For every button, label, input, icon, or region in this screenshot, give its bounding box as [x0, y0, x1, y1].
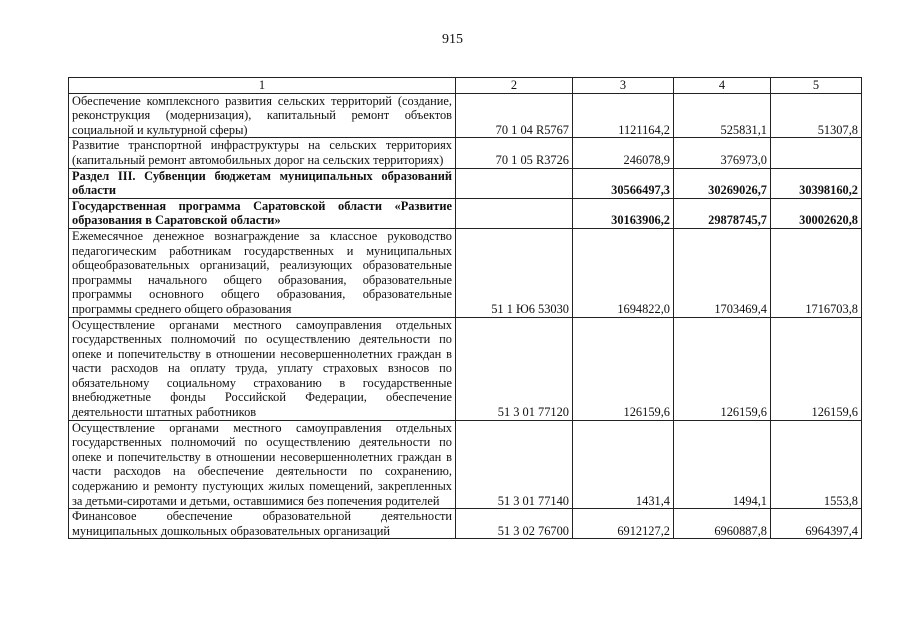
row-code: 51 3 01 77140	[456, 420, 573, 509]
row-value-3: 30566497,3	[573, 168, 674, 198]
row-name: Осуществление органами местного самоуправления отдельных государственных полномочий по осуществлению деятельности по опеке и попечительству в отношении несовершеннолетних граждан в части расходов на оплату труда, уплату страховых взносов по обязательному социальному страхованию в государственные внебюджетные фонды Российской Федерации, обеспечение деятельности штатных работников	[69, 317, 456, 420]
row-value-4: 1703469,4	[674, 228, 771, 317]
table-row	[69, 509, 862, 539]
budget-table	[68, 77, 862, 539]
row-name: Раздел III. Субвенции бюджетам муниципальных образований области	[69, 168, 456, 198]
row-value-4: 30269026,7	[674, 168, 771, 198]
row-code: 51 3 02 76700	[456, 509, 573, 539]
row-value-4: 6960887,8	[674, 509, 771, 539]
row-value-5: 1716703,8	[771, 228, 862, 317]
column-header-5: 5	[771, 78, 862, 94]
row-value-3: 1431,4	[573, 420, 674, 509]
row-value-5: 126159,6	[771, 317, 862, 420]
row-name: Обеспечение комплексного развития сельских территорий (создание, реконструкция (модернизация), капитальный ремонт объектов социальной и культурной сферы)	[69, 93, 456, 138]
row-value-5	[771, 138, 862, 168]
row-value-4: 525831,1	[674, 93, 771, 138]
row-code	[456, 198, 573, 228]
row-value-5: 30002620,8	[771, 198, 862, 228]
row-value-3: 246078,9	[573, 138, 674, 168]
row-code: 51 3 01 77120	[456, 317, 573, 420]
row-value-3: 126159,6	[573, 317, 674, 420]
table-row	[69, 228, 862, 317]
column-header-4: 4	[674, 78, 771, 94]
row-value-5: 30398160,2	[771, 168, 862, 198]
row-value-3: 6912127,2	[573, 509, 674, 539]
column-header-2: 2	[456, 78, 573, 94]
row-value-3: 1121164,2	[573, 93, 674, 138]
row-name: Ежемесячное денежное вознаграждение за классное руководство педагогическим работникам государственных и муниципальных общеобразовательных организаций, реализующих образовательные программы начального общего образования, образовательные программы основного общего образования, образовательные программы среднего общего образования	[69, 228, 456, 317]
table-row	[69, 317, 862, 420]
section-row	[69, 168, 862, 198]
row-name: Развитие транспортной инфраструктуры на сельских территориях (капитальный ремонт автомобильных дорог на сельских территориях)	[69, 138, 456, 168]
row-name: Государственная программа Саратовской области «Развитие образования в Саратовской области»	[69, 198, 456, 228]
table-row	[69, 138, 862, 168]
column-header-3: 3	[573, 78, 674, 94]
row-value-4: 1494,1	[674, 420, 771, 509]
row-code: 70 1 04 R5767	[456, 93, 573, 138]
row-value-3: 30163906,2	[573, 198, 674, 228]
column-header-1: 1	[69, 78, 456, 94]
row-value-4: 29878745,7	[674, 198, 771, 228]
header-row	[69, 78, 862, 94]
row-value-5: 1553,8	[771, 420, 862, 509]
row-value-5: 6964397,4	[771, 509, 862, 539]
row-code: 51 1 Ю6 53030	[456, 228, 573, 317]
page-number: 915	[442, 32, 463, 47]
table-row	[69, 93, 862, 138]
row-value-4: 126159,6	[674, 317, 771, 420]
row-value-5: 51307,8	[771, 93, 862, 138]
row-name: Осуществление органами местного самоуправления отдельных государственных полномочий по осуществлению деятельности по опеке и попечительству в отношении несовершеннолетних граждан в части расходов на обеспечение деятельности по сохранению, содержанию и ремонту пустующих жилых помещений, закрепленных за детьми-сиротами и детьми, оставшимися без попечения родителей	[69, 420, 456, 509]
row-name: Финансовое обеспечение образовательной деятельности муниципальных дошкольных образовательных организаций	[69, 509, 456, 539]
row-code	[456, 168, 573, 198]
program-row	[69, 198, 862, 228]
row-value-4: 376973,0	[674, 138, 771, 168]
row-code: 70 1 05 R3726	[456, 138, 573, 168]
row-value-3: 1694822,0	[573, 228, 674, 317]
table-row	[69, 420, 862, 509]
